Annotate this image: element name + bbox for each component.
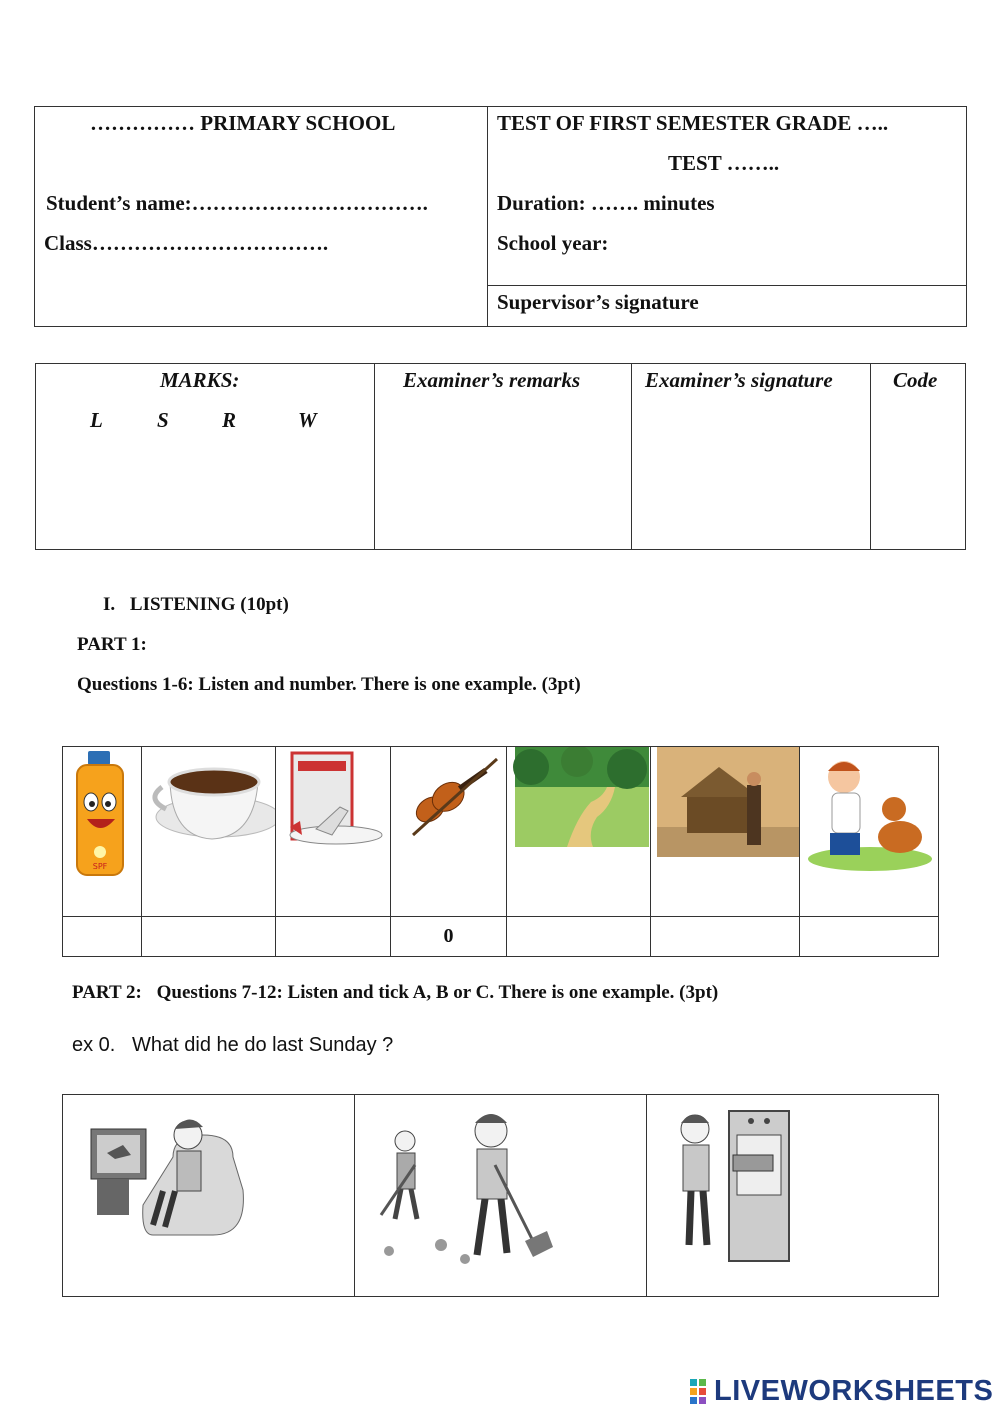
sweeping-leaves-icon — [355, 1095, 646, 1291]
marks-cell — [36, 364, 375, 550]
mark-skill-r: R — [222, 408, 237, 432]
mark-skill-l: L — [90, 408, 103, 432]
answer-cell-example: 0 — [391, 917, 507, 957]
mark-skill-s: S — [157, 408, 169, 432]
marks-table — [35, 363, 966, 550]
option-a-cell[interactable] — [63, 1095, 355, 1297]
school-year-line: School year: — [497, 231, 609, 255]
school-info-cell — [35, 107, 488, 327]
boy-dog-icon — [800, 747, 938, 911]
picture-cell-2 — [142, 747, 276, 917]
remarks-cell — [375, 364, 632, 550]
mark-skill-w: W — [298, 408, 317, 432]
answer-cell-1[interactable] — [63, 917, 142, 957]
picture-table — [62, 746, 939, 957]
student-name-line[interactable]: Student’s name:……………………………. — [46, 191, 428, 215]
part1-instructions: Questions 1-6: Listen and number. There is one example. (3pt) — [77, 674, 581, 695]
hut-girl-icon — [651, 747, 799, 911]
part2-label: PART 2: — [72, 982, 142, 1003]
violin-icon — [391, 747, 506, 911]
answer-cell-5[interactable] — [507, 917, 651, 957]
school-name: …………… PRIMARY SCHOOL — [90, 111, 396, 135]
marks-title: MARKS: — [160, 368, 240, 392]
answer-cell-2[interactable] — [142, 917, 276, 957]
answer-cell-6[interactable] — [651, 917, 800, 957]
part2-instructions: Questions 7-12: Listen and tick A, B or C. There is one example. (3pt) — [156, 982, 719, 1003]
example-question: ex 0. What did he do last Sunday ? — [72, 1034, 394, 1056]
listening-heading-text: LISTENING (10pt) — [129, 594, 289, 615]
listening-heading — [103, 594, 289, 616]
picture-cell-3 — [276, 747, 391, 917]
answer-cell-3[interactable] — [276, 917, 391, 957]
listening-heading-number: I. — [103, 594, 116, 615]
logo-text: LIVEWORKSHEETS — [714, 1374, 994, 1407]
watching-tv-icon — [63, 1095, 354, 1291]
supervisor-cell — [488, 286, 967, 327]
picture-cell-7 — [800, 747, 939, 917]
logo-grid-icon — [690, 1377, 714, 1405]
option-b-cell[interactable] — [355, 1095, 647, 1297]
coffee-cup-icon — [142, 747, 275, 911]
supervisor-signature-label: Supervisor’s signature — [497, 290, 699, 314]
code-cell — [871, 364, 966, 550]
picture-cell-4 — [391, 747, 507, 917]
examiner-remarks-label: Examiner’s remarks — [403, 368, 581, 392]
part1-label: PART 1: — [77, 634, 147, 655]
sunscreen-icon — [63, 747, 141, 911]
picture-cell-1 — [63, 747, 142, 917]
picture-cell-5 — [507, 747, 651, 917]
option-c-cell[interactable] — [647, 1095, 939, 1297]
example-options-table — [62, 1094, 939, 1297]
header-table — [34, 106, 967, 327]
picture-cell-6 — [651, 747, 800, 917]
answer-cell-7[interactable] — [800, 917, 939, 957]
svg-text:SPF: SPF — [92, 862, 108, 871]
toy-plane-icon — [276, 747, 390, 911]
liveworksheets-logo — [690, 1371, 993, 1411]
duration-line: Duration: ……. minutes — [497, 191, 715, 215]
using-oven-icon — [647, 1095, 938, 1291]
part2-heading — [72, 982, 718, 1004]
test-title: TEST OF FIRST SEMESTER GRADE ….. — [497, 111, 889, 135]
forest-path-icon — [507, 747, 650, 911]
signature-cell — [632, 364, 871, 550]
class-line[interactable]: Class……………………………. — [44, 231, 329, 255]
code-label: Code — [893, 368, 938, 392]
examiner-signature-label: Examiner’s signature — [645, 368, 833, 392]
test-info-cell — [488, 107, 967, 286]
test-line: TEST …….. — [668, 151, 780, 175]
